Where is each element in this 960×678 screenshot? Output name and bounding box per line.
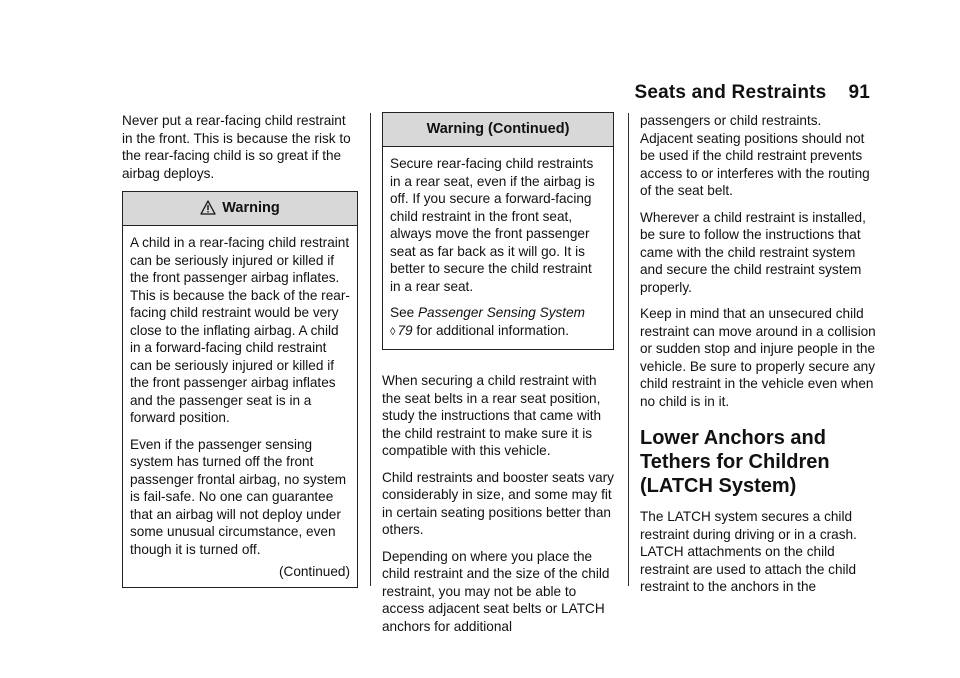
warning-box <box>122 191 358 588</box>
column-3 <box>640 112 876 605</box>
warning-paragraph: Secure rear-facing child restraints in a rear seat, even if the airbag is off. If you secure a forward-facing child restraint in the front seat, always move the front passenger seat as far back as it will go. It is better to secure the child restraint in a rear seat. <box>390 156 595 294</box>
body-paragraph: passengers or child restraints. Adjacent seating positions should not be used if the child restraint prevents access to or interferes with the routing of the seat belt. <box>640 113 870 198</box>
page-ref-arrow-icon: ◊ <box>390 325 396 338</box>
body-paragraph: Depending on where you place the child restraint and the size of the child restraint, you may not be able to access adjacent seat belts or LATCH anchors for additional <box>382 548 610 634</box>
see-label: See <box>390 305 415 320</box>
intro-paragraph: Never put a rear-facing child restraint in the front. This is because the risk to the rear-facing child is so great if the airbag deploys. <box>122 113 351 181</box>
xref-page-link[interactable]: 79 <box>397 322 413 338</box>
cross-reference <box>390 304 606 341</box>
body-paragraph: Child restraints and booster seats vary considerably in size, and some may fit in certain seating positions better than others. <box>382 469 614 537</box>
warning-box-continued <box>382 112 614 350</box>
warning-body <box>123 226 357 587</box>
warning-paragraph: Even if the passenger sensing system has turned off the front passenger frontal airbag, no system is fail-safe. No one can guarantee that an airbag will not deploy under some unusual circumstance, even though it is turned off. <box>130 436 347 557</box>
warning-body <box>383 147 613 349</box>
xref-tail: for additional information. <box>416 322 569 338</box>
section-heading: Lower Anchors and Tethers for Children (LATCH System) <box>640 427 830 497</box>
column-divider <box>370 113 371 586</box>
body-paragraph: When securing a child restraint with the seat belts in a rear seat position, study the instructions that came with the child restraint to make sure it is compatible with this vehicle. <box>382 373 602 458</box>
body-paragraph: Wherever a child restraint is installed, be sure to follow the instructions that came with the child restraint system and secure the child restraint system properly. <box>640 209 866 295</box>
page-number: 91 <box>848 82 870 103</box>
warning-title: Warning <box>222 200 280 216</box>
column-1 <box>122 112 358 600</box>
warning-triangle-icon <box>200 195 216 228</box>
xref-link[interactable]: Passenger Sensing System <box>417 305 585 320</box>
column-2 <box>382 112 614 644</box>
page-header <box>634 82 870 104</box>
continued-label: (Continued) <box>278 564 350 579</box>
warning-paragraph: A child in a rear-facing child restraint can be seriously injured or killed if the front passenger airbag inflates. This is because the back of the rear-facing child restraint would be very close to the inflating airbag. A child in a forward-facing child restraint can be seriously injured or killed if the front passenger airbag inflates and the passenger seat is in a forward position. <box>130 235 350 425</box>
warning-header <box>123 192 357 226</box>
body-paragraph: Keep in mind that an unsecured child restraint can move around in a collision or sudden stop and injure people in the vehicle. Be sure to properly secure any child restraint in the vehicle even when no child is in it. <box>640 306 876 409</box>
section-title: Seats and Restraints <box>634 82 827 103</box>
warning-header: Warning (Continued) <box>383 113 613 147</box>
column-divider <box>628 113 629 586</box>
body-paragraph: The LATCH system secures a child restraint during driving or in a crash. LATCH attachments on the child restraint are used to attach the child restraint to the anchors in the <box>640 509 857 594</box>
